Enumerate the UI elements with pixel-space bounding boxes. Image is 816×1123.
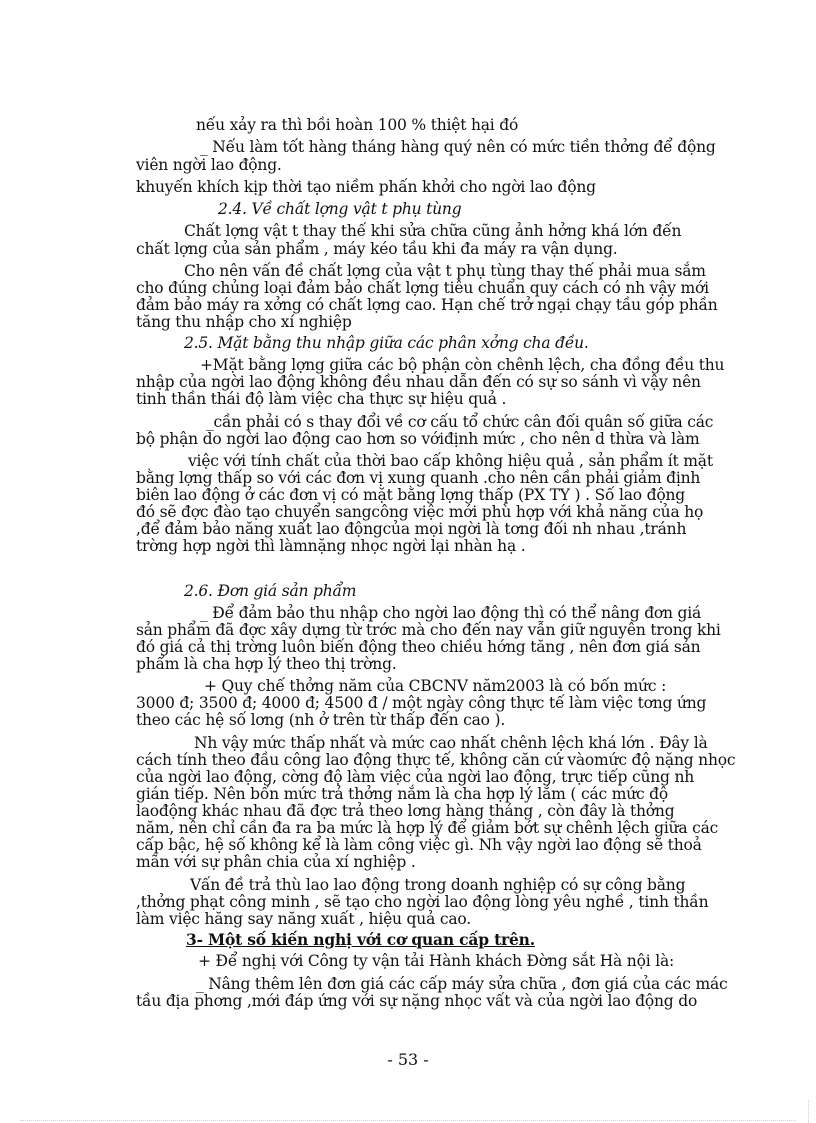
text-line: khuyến khích kịp thời tạo niềm phấn khởi cho ngời lao động	[136, 178, 596, 196]
text-line: trờng hợp ngời thì làmnặng nhọc ngời lại nhàn hạ .	[136, 537, 526, 555]
text-line: bộ phận do ngời lao động cao hơn so vớiđịnh mức , cho nên d thừa và làm	[136, 430, 700, 448]
text-line: + Quy chế thởng năm của CBCNV năm2003 là có bốn mức :	[204, 677, 667, 695]
text-line: chất lợng của sản phẩm , máy kéo tầu khi đa máy ra vận dụng.	[136, 240, 618, 258]
page-corner-border	[808, 1100, 809, 1123]
text-line: tinh thần thái độ làm việc cha thực sự hiệu quả .	[136, 390, 507, 408]
text-line: +Mặt bằng lợng giữa các bộ phận còn chênh lệch, cha đồng đều thu	[200, 356, 725, 374]
section-heading: 2.6. Đơn giá sản phẩm	[184, 582, 357, 600]
text-line: 3000 đ; 3500 đ; 4000 đ; 4500 đ / một ngày công thực tế làm việc tơng ứng	[136, 694, 707, 712]
text-line: làm việc hăng say năng xuất , hiệu quả cao.	[136, 910, 471, 928]
text-line: Vấn đề trả thù lao lao động trong doanh nghiệp có sự công bằng	[190, 876, 686, 894]
page-number: - 53 -	[387, 1050, 429, 1069]
text-line: _ Nếu làm tốt hàng tháng hàng quý nên có mức tiền thởng để động	[200, 138, 716, 156]
text-line: laođộng khác nhau đã đợc trả theo lơng hàng tháng , còn đây là thởng	[136, 802, 675, 820]
text-line: đảm bảo máy ra xởng có chất lợng cao. Hạn chế trở ngại chạy tầu góp phần	[136, 296, 718, 314]
text-line: gián tiếp. Nên bốn mức trả thởng nắm là cha hợp lý lắm ( các mức độ	[136, 785, 669, 803]
text-line: năm, nên chỉ cần đa ra ba mức là hợp lý để giảm bớt sự chênh lệch giữa các	[136, 819, 719, 837]
text-line: cấp bậc, hệ số không kể là làm công việc gì. Nh vậy ngời lao động sẽ thoả	[136, 836, 702, 854]
text-line: _cần phải có s thay đổi về cơ cấu tổ chức cân đối quân số giữa các	[206, 413, 714, 431]
text-line: Nh vậy mức thấp nhất và mức cao nhất chênh lệch khá lớn . Đây là	[194, 734, 708, 752]
text-line: tầu địa phơng ,mới đáp ứng với sự nặng nhọc vất và của ngời lao động do	[136, 992, 698, 1010]
text-line: Chất lợng vật t thay thế khi sửa chữa cũng ảnh hởng khá lớn đến	[184, 222, 682, 240]
page-bottom-border	[20, 1120, 796, 1121]
text-line: biên lao động ở các đơn vị có mặt bằng lợng thấp (PX TY ) . Số lao động	[136, 486, 686, 504]
text-line: cho đúng chủng loại đảm bảo chất lợng tiêu chuẩn quy cách có nh vậy mới	[136, 279, 709, 297]
text-line: ,thởng phạt công minh , sẽ tạo cho ngời lao động lòng yêu nghề , tinh thần	[136, 893, 709, 911]
text-line: nhập của ngời lao động không đều nhau dẫn đến có sự so sánh vì vậy nên	[136, 373, 701, 391]
text-line: Cho nên vấn đề chất lợng của vật t phụ tùng thay thế phải mua sắm	[184, 262, 706, 280]
text-line: mãn với sự phân chia của xí nghiệp .	[136, 853, 416, 871]
text-line: ,để đảm bảo năng xuất lao độngcủa mọi ngời là tơng đối nh nhau ,tránh	[136, 520, 687, 538]
text-line: của ngời lao động, cờng độ làm việc của ngời lao động, trực tiếp cũng nh	[136, 768, 695, 786]
section-heading: 3- Một số kiến nghị với cơ quan cấp trên.	[186, 930, 535, 949]
section-heading: 2.4. Về chất lợng vật t phụ tùng	[218, 200, 462, 218]
text-line: nếu xảy ra thì bồi hoàn 100 % thiệt hại đó	[196, 116, 519, 134]
text-line: đó giá cả thị trờng luôn biến động theo chiều hớng tăng , nên đơn giá sản	[136, 638, 701, 656]
text-line: _ Để đảm bảo thu nhập cho ngời lao động thì có thể nâng đơn giá	[200, 604, 702, 622]
text-line: viên ngời lao động.	[136, 156, 282, 174]
text-line: phẩm là cha hợp lý theo thị trờng.	[136, 655, 397, 673]
text-line: _ Nâng thêm lên đơn giá các cấp máy sửa chữa , đơn giá của các mác	[196, 975, 728, 993]
text-line: tăng thu nhập cho xí nghiệp	[136, 313, 352, 331]
text-line: đó sẽ đợc đào tạo chuyển sangcông việc mới phù hợp với khả năng của họ	[136, 503, 704, 521]
text-line: theo các hệ số lơng (nh ở trên từ thấp đến cao ).	[136, 711, 506, 729]
text-line: bằng lợng thấp so với các đơn vị xung quanh .cho nên cần phải giảm định	[136, 469, 701, 487]
text-line: việc với tính chất của thời bao cấp không hiệu quả , sản phẩm ít mặt	[188, 452, 713, 470]
text-line: sản phẩm đã đợc xây dựng từ trớc mà cho đến nay vẫn giữ nguyên trong khi	[136, 621, 721, 639]
text-line: + Để nghị với Công ty vận tải Hành khách Đờng sắt Hà nội là:	[198, 952, 675, 970]
section-heading: 2.5. Mặt bằng thu nhập giữa các phân xởng cha đều.	[184, 334, 589, 352]
text-line: cách tính theo đầu công lao động thực tế, không căn cứ vàomức độ nặng nhọc	[136, 751, 736, 769]
